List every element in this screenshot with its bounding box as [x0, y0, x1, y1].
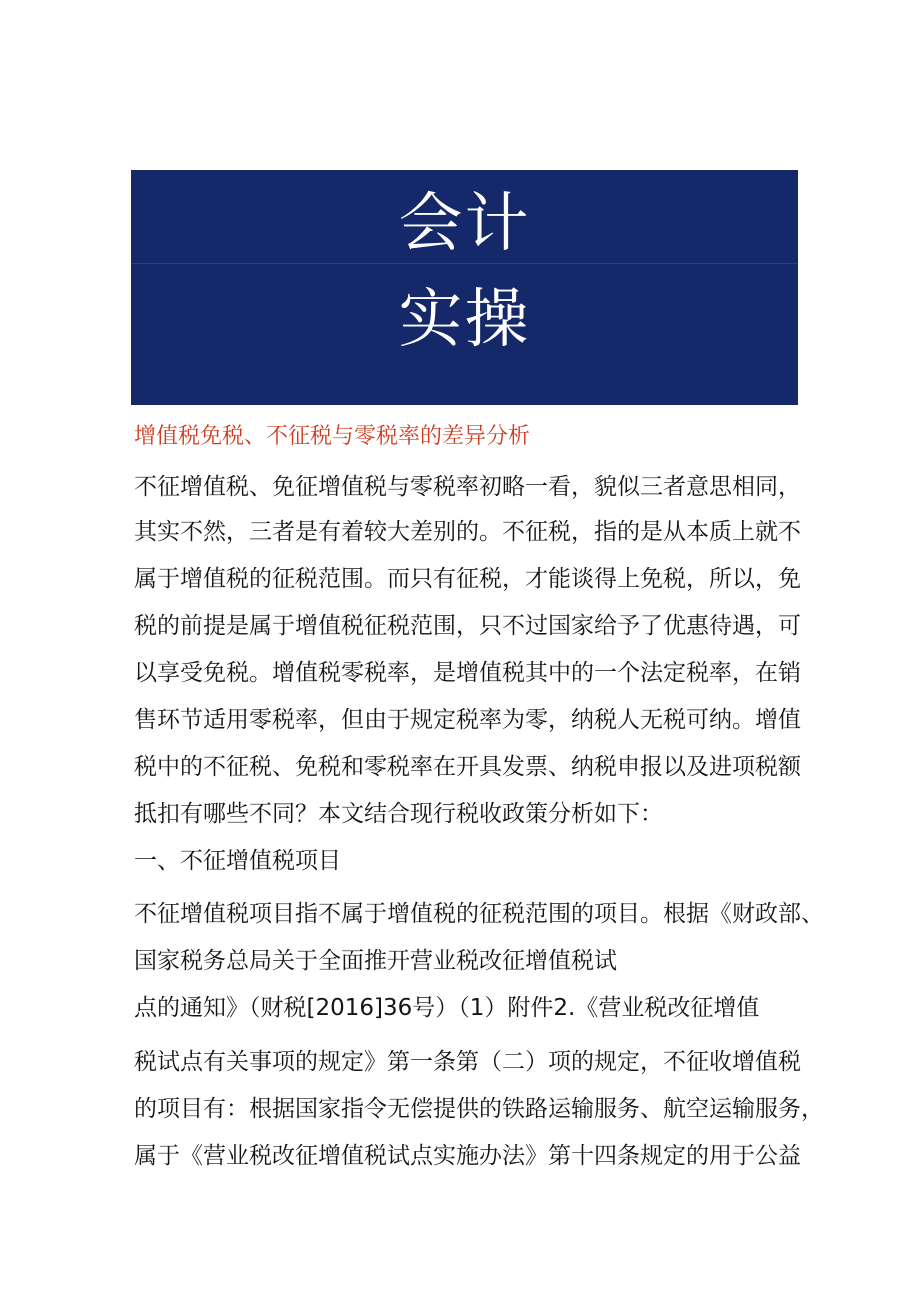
body-line-10: 国家税务总局关于全面推开营业税改征增值税试	[134, 948, 617, 974]
body-line-11: 点的通知》（财税[2016]36号）（1）附件2.《营业税改征增值	[134, 995, 760, 1021]
body-line-9: 不征增值税项目指不属于增值税的征税范围的项目。根据《财政部、	[134, 901, 824, 927]
body-line-6: 售环节适用零税率，但由于规定税率为零，纳税人无税可纳。增值	[134, 707, 801, 733]
banner-divider	[131, 263, 798, 264]
banner-title-line-2: 实操	[398, 283, 531, 357]
body-line-1: 不征增值税、免征增值税与零税率初略一看，貌似三者意思相同，	[134, 474, 801, 500]
header-banner	[131, 170, 798, 405]
article-title: 增值税免税、不征税与零税率的差异分析	[134, 424, 531, 449]
body-line-7: 税中的不征税、免税和零税率在开具发票、纳税申报以及进项税额	[134, 754, 801, 780]
body-line-4: 税的前提是属于增值税征税范围，只不过国家给予了优惠待遇，可	[134, 613, 801, 639]
body-line-12: 税试点有关事项的规定》第一条第（二）项的规定，不征收增值税	[134, 1049, 801, 1075]
body-line-2: 其实不然，三者是有着较大差别的。不征税，指的是从本质上就不	[134, 519, 801, 545]
body-line-14: 属于《营业税改征增值税试点实施办法》第十四条规定的用于公益	[134, 1143, 801, 1169]
body-line-5: 以享受免税。增值税零税率，是增值税其中的一个法定税率，在销	[134, 660, 801, 686]
body-line-13: 的项目有：根据国家指令无偿提供的铁路运输服务、航空运输服务，	[134, 1096, 824, 1122]
body-line-3: 属于增值税的征税范围。而只有征税，才能谈得上免税，所以，免	[134, 566, 801, 592]
body-line-8: 抵扣有哪些不同？本文结合现行税收政策分析如下：	[134, 801, 663, 827]
section-heading-1: 一、不征增值税项目	[134, 848, 341, 874]
banner-title-line-1: 会计	[398, 187, 531, 261]
